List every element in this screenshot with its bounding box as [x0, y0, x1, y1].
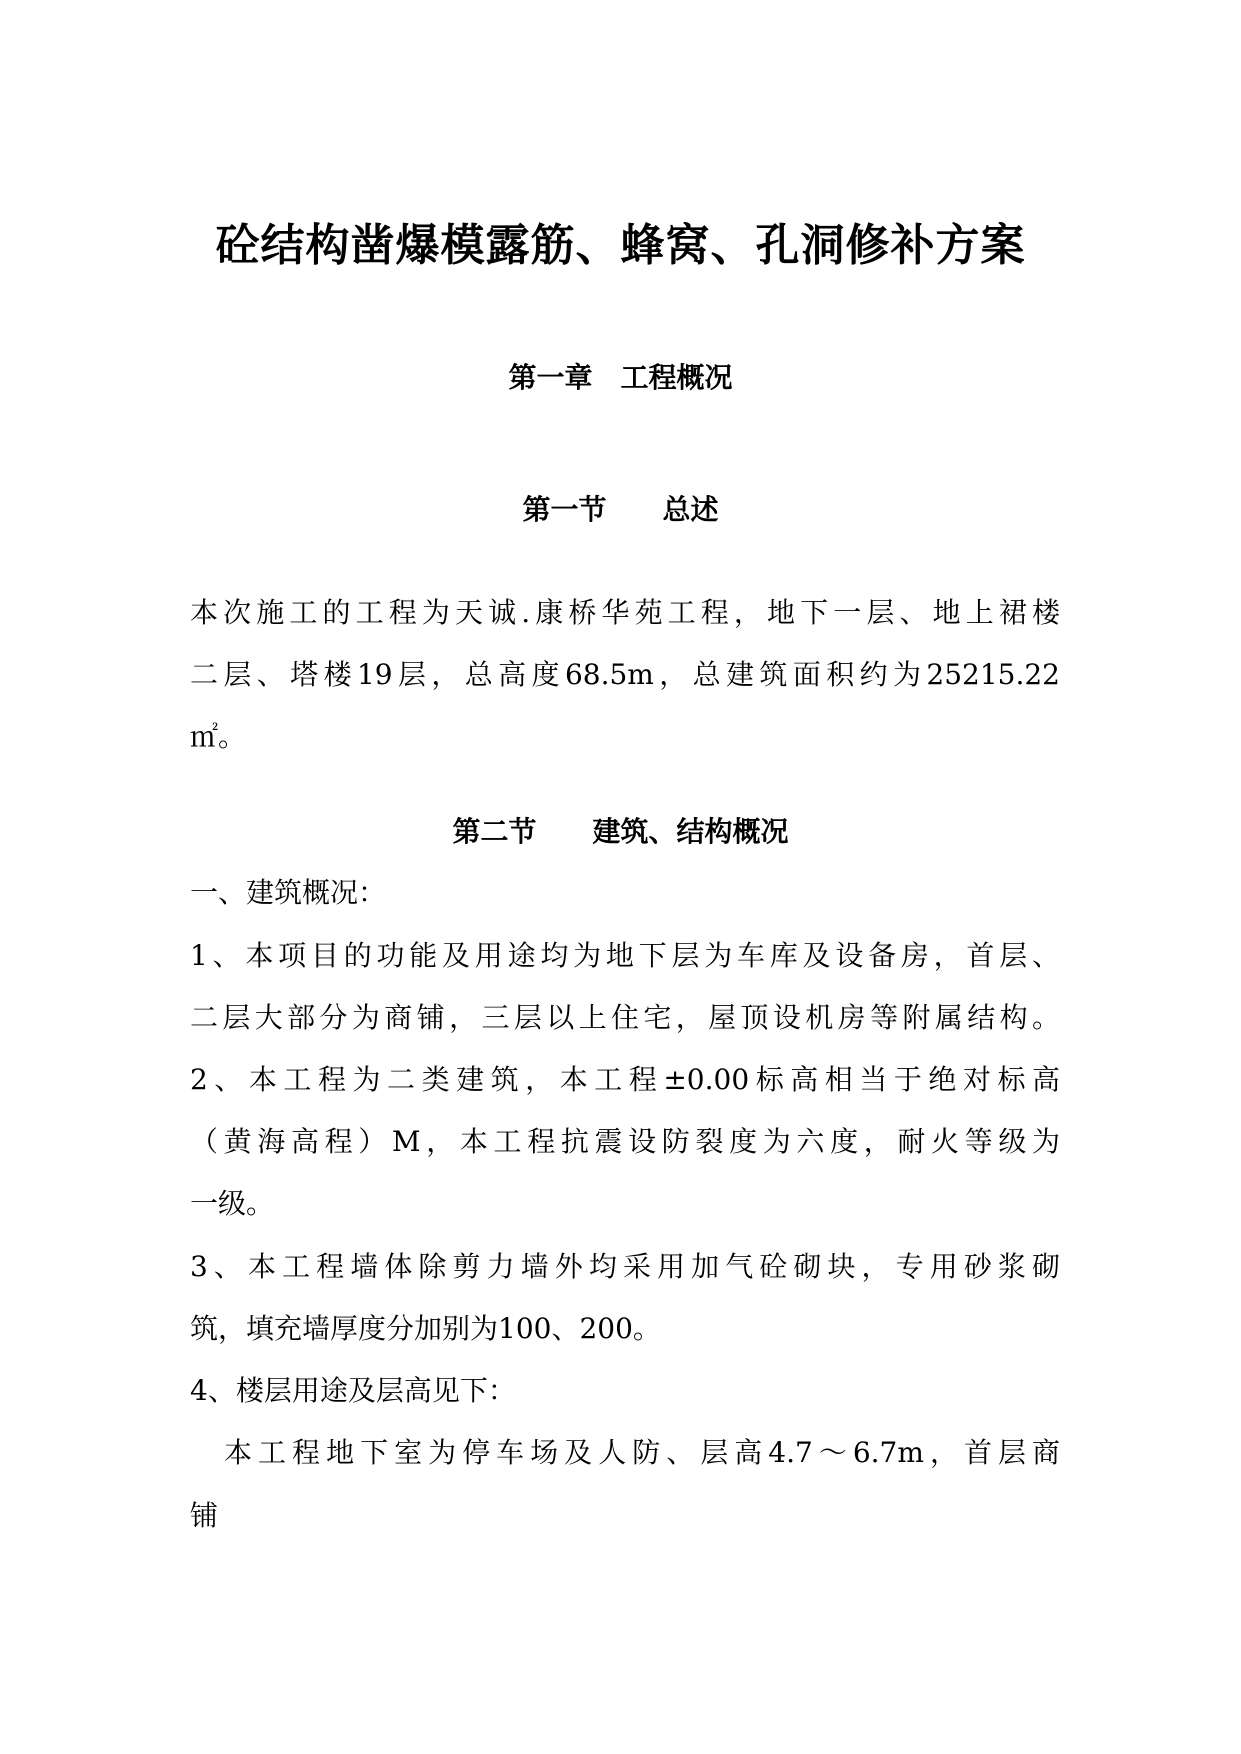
section-heading-architecture-structure: 第二节 建筑、结构概况 [452, 815, 789, 848]
paragraph-line: 1、本项目的功能及用途均为地下层为车库及设备房，首层、 [190, 939, 1060, 972]
paragraph-line: 二层、塔楼19层，总高度68.5m，总建筑面积约为25215.22 [190, 658, 1060, 691]
paragraph-line: 本工程地下室为停车场及人防、层高4.7～6.7m，首层商 [190, 1436, 1060, 1469]
paragraph-line: 3、本工程墙体除剪力墙外均采用加气砼砌块，专用砂浆砌 [190, 1250, 1060, 1283]
paragraph-line: 筑，填充墙厚度分加别为100、200。 [190, 1312, 661, 1345]
paragraph-line: 一级。 [190, 1187, 275, 1220]
paragraph-line: 4、楼层用途及层高见下： [190, 1374, 516, 1407]
paragraph-line: 2、本工程为二类建筑，本工程±0.00标高相当于绝对标高 [190, 1063, 1060, 1096]
paragraph-line: 本次施工的工程为天诚.康桥华苑工程，地下一层、地上裙楼 [190, 596, 1060, 629]
paragraph-line: （黄海高程）M，本工程抗震设防裂度为六度，耐火等级为 [190, 1125, 1060, 1158]
paragraph-line: 铺 [190, 1499, 219, 1532]
chapter-heading: 第一章 工程概况 [508, 361, 733, 394]
document-title: 砼结构凿爆模露筋、蜂窝、孔洞修补方案 [215, 220, 1026, 271]
paragraph-line: 二层大部分为商铺，三层以上住宅，屋顶设机房等附属结构。 [190, 1001, 1060, 1034]
section-heading-overview: 第一节 总述 [522, 493, 719, 526]
subheading-architecture: 一、建筑概况： [190, 876, 387, 909]
paragraph-line: ㎡。 [190, 720, 247, 753]
